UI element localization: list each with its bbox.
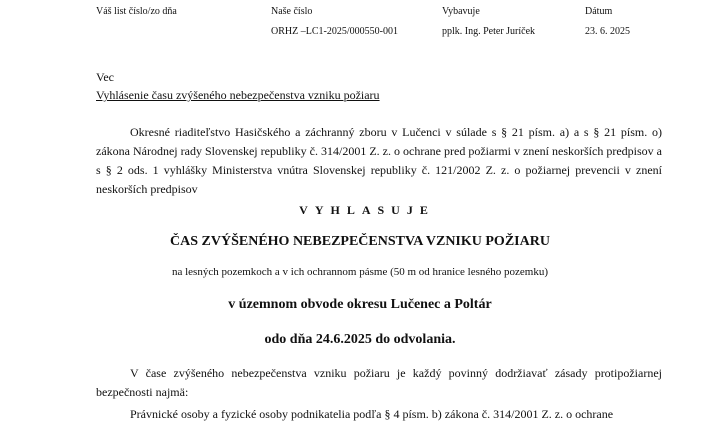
body-paragraph: V čase zvýšeného nebezpečenstva vzniku požiaru je každý povinný dodržiavať zásady protipožiarnej bezpečnosti najmä: xyxy=(96,366,662,399)
header-value: pplk. Ing. Peter Juríček xyxy=(442,26,536,37)
scope-line: na lesných pozemkoch a v ich ochrannom pásme (50 m od hranice lesného pozemku) xyxy=(171,266,548,278)
announce-heading: VYHLASUJE xyxy=(299,203,435,217)
header-column-handled-by xyxy=(442,2,535,42)
area-line: v územnom obvode okresu Lučenec a Poltár xyxy=(228,297,492,312)
subject-label: Vec xyxy=(96,70,114,84)
header-column-date xyxy=(585,2,630,42)
header-value: 23. 6. 2025 xyxy=(585,26,630,37)
main-headline: ČAS ZVÝŠENÉHO NEBEZPEČENSTVA VZNIKU POŽIARU xyxy=(170,234,550,249)
truncated-paragraph: Právnické osoby a fyzické osoby podnikatelia podľa § 4 písm. b) zákona č. 314/2001 Z. z. o ochrane xyxy=(130,407,614,421)
date-range-line: odo dňa 24.6.2025 do odvolania. xyxy=(264,332,456,347)
header-value: ORHZ –LC1-2025/000550-001 xyxy=(271,26,398,37)
header-label: Naše číslo xyxy=(271,6,313,17)
header-label: Vybavuje xyxy=(442,6,480,17)
header-column-your-letter xyxy=(96,2,177,22)
header-label: Váš list číslo/zo dňa xyxy=(96,6,177,17)
intro-paragraph: Okresné riaditeľstvo Hasičského a záchranný zboru v Lučenci v súlade s § 21 písm. a) a s § 21 písm. o) zákona Národnej rady Slovenskej republiky č. 314/2001 Z. z. o ochrane pred požiarmi v znení neskorších predpisov a s § 2 ods. 1 vyhlášky Ministerstva vnútra Slovenskej republiky č. 121/2002 Z. z. o požiarnej prevencii v znení neskorších predpisov xyxy=(96,125,662,196)
subject-line: Vyhlásenie času zvýšeného nebezpečenstva vzniku požiaru xyxy=(96,88,380,102)
header-column-our-number xyxy=(271,2,398,42)
header-label: Dátum xyxy=(585,6,613,17)
